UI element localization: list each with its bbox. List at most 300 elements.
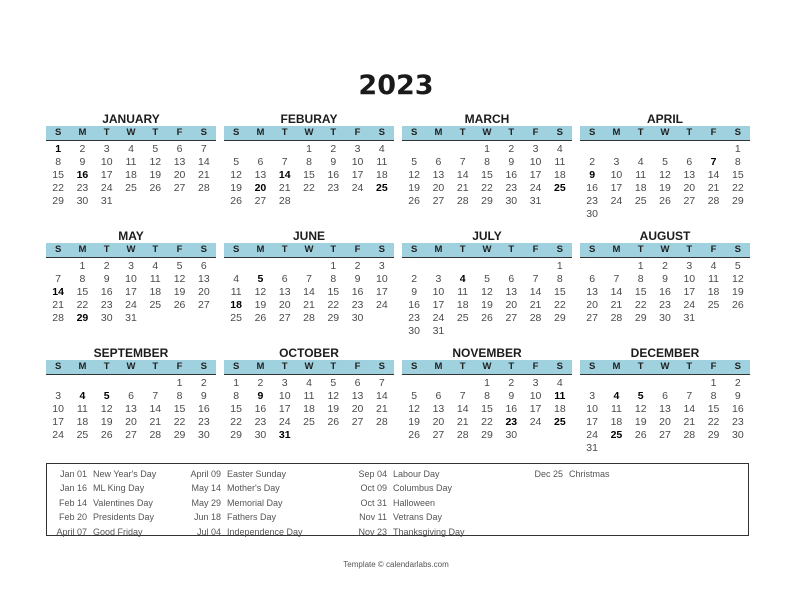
day-cell: 16 — [659, 286, 671, 298]
day-cell: 3 — [532, 377, 539, 389]
empty-cell — [604, 377, 628, 390]
day-cell: 12 — [173, 273, 186, 285]
weekday-label: T — [637, 244, 644, 255]
day-cell: 25 — [149, 299, 162, 311]
day-cell: 22 — [481, 182, 493, 194]
holiday-item — [47, 467, 156, 481]
empty-cell — [604, 260, 628, 273]
day-cell: 18 — [125, 169, 137, 181]
empty-cell — [119, 377, 143, 390]
day-cell: 12 — [408, 403, 420, 415]
holiday-name: Independence Day — [227, 526, 303, 537]
day-cell: 9 — [508, 156, 515, 168]
weekday-label: T — [686, 127, 693, 138]
day-cell: 28 — [456, 429, 469, 441]
day-cell: 25 — [610, 429, 623, 441]
day-cell: 5 — [103, 390, 110, 402]
day-cell: 18 — [456, 299, 469, 311]
holiday-item — [47, 510, 156, 524]
day-cell: 6 — [354, 377, 361, 389]
weekday-label: S — [200, 127, 208, 138]
day-cell: 2 — [79, 143, 86, 155]
day-cell: 14 — [278, 169, 291, 181]
day-cell: 15 — [230, 403, 242, 415]
day-cell: 14 — [52, 286, 64, 298]
day-cell: 27 — [198, 299, 210, 311]
weekday-header — [580, 360, 750, 375]
day-cell: 8 — [306, 156, 312, 168]
day-grid — [402, 377, 572, 442]
day-cell: 24 — [100, 182, 113, 194]
day-cell: 27 — [683, 195, 696, 207]
day-cell: 29 — [76, 312, 89, 324]
day-cell: 7 — [55, 273, 62, 285]
holiday-list — [46, 463, 749, 536]
day-cell: 1 — [484, 143, 490, 155]
day-cell: 13 — [351, 390, 364, 402]
holiday-date: Feb 20 — [58, 512, 87, 523]
day-cell: 14 — [456, 169, 469, 181]
holiday-name: Easter Sunday — [227, 469, 287, 479]
holiday-name: Memorial Day — [227, 497, 283, 508]
empty-cell — [426, 143, 450, 156]
day-cell: 1 — [306, 143, 312, 155]
day-cell: 9 — [257, 390, 264, 402]
day-cell: 17 — [376, 286, 388, 298]
day-cell: 16 — [100, 286, 113, 298]
day-cell: 5 — [484, 273, 490, 285]
day-cell: 26 — [254, 312, 267, 324]
weekday-header — [224, 360, 394, 375]
holiday-date: April 09 — [190, 469, 221, 479]
day-cell: 18 — [376, 169, 388, 181]
day-cell: 31 — [125, 312, 137, 324]
empty-cell — [46, 260, 70, 273]
month-may — [46, 230, 216, 325]
holiday-date: Dec 25 — [534, 469, 563, 479]
weekday-label: W — [304, 361, 314, 372]
empty-cell — [402, 143, 426, 156]
day-cell: 22 — [327, 299, 340, 311]
weekday-label: T — [508, 361, 515, 372]
month-name: JULY — [472, 229, 502, 243]
empty-cell — [224, 143, 248, 156]
empty-cell — [523, 260, 547, 273]
day-cell: 16 — [198, 403, 210, 415]
day-cell: 30 — [586, 208, 598, 220]
day-cell: 20 — [278, 299, 291, 311]
month-name: AUGUST — [639, 229, 691, 243]
day-grid — [224, 260, 394, 325]
day-cell: 26 — [408, 429, 420, 441]
weekday-label: W — [660, 127, 670, 138]
holiday-column — [523, 467, 610, 481]
weekday-label: F — [710, 127, 717, 138]
day-cell: 24 — [52, 429, 64, 441]
day-cell: 13 — [505, 286, 518, 298]
holiday-date: Sep 04 — [358, 469, 387, 479]
empty-cell — [402, 260, 426, 273]
day-cell: 21 — [198, 169, 210, 181]
day-cell: 29 — [52, 195, 64, 207]
day-cell: 4 — [556, 143, 563, 155]
month-december — [580, 347, 750, 455]
month-name: SEPTEMBER — [93, 346, 169, 360]
month-name: FEBURAY — [280, 112, 338, 126]
holiday-item — [181, 525, 303, 539]
weekday-label: T — [330, 127, 337, 138]
day-cell: 2 — [411, 273, 418, 285]
weekday-label: F — [532, 244, 539, 255]
weekday-label: F — [176, 244, 183, 255]
day-cell: 15 — [303, 169, 315, 181]
empty-cell — [475, 260, 499, 273]
day-cell: 29 — [634, 312, 647, 324]
empty-cell — [273, 260, 297, 273]
empty-cell — [451, 260, 475, 273]
day-cell: 18 — [554, 403, 566, 415]
month-november — [402, 347, 572, 442]
day-cell: 4 — [710, 260, 717, 272]
day-cell: 12 — [254, 286, 267, 298]
day-cell: 3 — [378, 260, 385, 272]
holiday-name: Valentines Day — [93, 497, 153, 508]
day-cell: 15 — [481, 169, 493, 181]
day-cell: 4 — [152, 260, 159, 272]
day-cell: 18 — [303, 403, 315, 415]
day-cell: 10 — [586, 403, 598, 415]
day-cell: 7 — [281, 156, 288, 168]
day-cell: 13 — [254, 169, 267, 181]
day-cell: 29 — [230, 429, 242, 441]
day-cell: 5 — [233, 156, 240, 168]
day-cell: 22 — [634, 299, 647, 311]
weekday-label: W — [482, 127, 492, 138]
day-cell: 24 — [125, 299, 137, 311]
day-cell: 21 — [303, 299, 315, 311]
day-cell: 8 — [330, 273, 337, 285]
day-cell: 5 — [330, 377, 337, 389]
weekday-label: T — [508, 127, 515, 138]
day-cell: 26 — [149, 182, 162, 194]
day-cell: 23 — [505, 182, 518, 194]
day-cell: 16 — [327, 169, 340, 181]
day-cell: 28 — [707, 195, 720, 207]
empty-cell — [402, 377, 426, 390]
day-cell: 15 — [76, 286, 89, 298]
holiday-name: Good Friday — [93, 526, 143, 537]
day-cell: 29 — [327, 312, 340, 324]
day-cell: 17 — [52, 416, 64, 428]
day-cell: 28 — [683, 429, 696, 441]
day-cell: 30 — [659, 312, 671, 324]
empty-cell — [70, 377, 94, 390]
day-cell: 19 — [149, 169, 162, 181]
day-cell: 27 — [173, 182, 186, 194]
day-cell: 2 — [508, 377, 515, 389]
day-cell: 17 — [100, 169, 113, 181]
day-cell: 31 — [432, 325, 445, 337]
day-cell: 13 — [198, 273, 210, 285]
holiday-date: Nov 11 — [359, 512, 387, 523]
day-cell: 30 — [505, 195, 518, 207]
day-cell: 13 — [432, 403, 445, 415]
day-cell: 15 — [481, 403, 493, 415]
day-cell: 21 — [683, 416, 696, 428]
weekday-label: T — [152, 244, 159, 255]
day-cell: 12 — [634, 403, 647, 415]
weekday-label: F — [354, 127, 361, 138]
day-grid — [46, 143, 216, 208]
day-cell: 8 — [734, 156, 741, 168]
day-cell: 4 — [459, 273, 466, 285]
day-cell: 4 — [233, 273, 240, 285]
weekday-label: S — [410, 361, 418, 372]
day-cell: 17 — [351, 169, 364, 181]
empty-cell — [426, 260, 450, 273]
weekday-label: T — [103, 127, 110, 138]
holiday-item — [181, 510, 303, 524]
day-cell: 10 — [125, 273, 137, 285]
day-cell: 21 — [278, 182, 291, 194]
holiday-name: Columbus Day — [393, 483, 453, 494]
day-cell: 21 — [52, 299, 64, 311]
day-cell: 31 — [278, 429, 291, 441]
day-cell: 11 — [303, 390, 315, 402]
day-cell: 8 — [55, 156, 62, 168]
day-cell: 19 — [634, 416, 647, 428]
day-cell: 14 — [376, 390, 388, 402]
weekday-header — [46, 360, 216, 375]
weekday-header — [402, 243, 572, 258]
holiday-date: Nov 23 — [358, 526, 387, 537]
holiday-name: Fathers Day — [227, 512, 277, 523]
holiday-column — [47, 467, 156, 539]
day-cell: 8 — [710, 390, 717, 402]
day-cell: 4 — [306, 377, 312, 389]
day-cell: 14 — [149, 403, 162, 415]
day-cell: 13 — [173, 156, 186, 168]
month-september — [46, 347, 216, 442]
weekday-label: S — [378, 361, 386, 372]
day-cell: 25 — [456, 312, 469, 324]
day-cell: 23 — [76, 182, 89, 194]
day-cell: 10 — [610, 169, 623, 181]
day-cell: 15 — [52, 169, 64, 181]
day-cell: 9 — [200, 390, 207, 402]
holiday-item — [347, 510, 465, 524]
day-cell: 17 — [586, 416, 598, 428]
holiday-item — [347, 467, 465, 481]
template-credit: Template © calendarlabs.com — [343, 560, 449, 569]
day-cell: 26 — [481, 312, 493, 324]
holiday-date: Jun 18 — [193, 512, 221, 523]
holiday-item — [181, 496, 303, 510]
weekday-label: S — [232, 361, 240, 372]
day-cell: 23 — [198, 416, 210, 428]
day-cell: 28 — [149, 429, 162, 441]
day-cell: 27 — [659, 429, 671, 441]
weekday-label: S — [588, 244, 596, 255]
day-cell: 6 — [589, 273, 596, 285]
day-cell: 6 — [128, 390, 134, 402]
day-cell: 9 — [662, 273, 668, 285]
day-cell: 22 — [481, 416, 493, 428]
month-name: NOVEMBER — [452, 346, 522, 360]
weekday-label: T — [459, 244, 466, 255]
day-cell: 3 — [281, 377, 288, 389]
day-cell: 25 — [554, 182, 566, 194]
day-cell: 7 — [532, 273, 539, 285]
weekday-label: S — [556, 361, 564, 372]
weekday-label: S — [378, 127, 386, 138]
day-cell: 7 — [378, 377, 385, 389]
day-cell: 6 — [200, 260, 207, 272]
empty-cell — [451, 143, 475, 156]
day-grid — [46, 260, 216, 325]
day-cell: 18 — [610, 416, 623, 428]
day-cell: 17 — [529, 169, 542, 181]
day-cell: 12 — [408, 169, 420, 181]
day-cell: 4 — [79, 390, 86, 402]
weekday-header — [402, 126, 572, 141]
weekday-label: W — [482, 244, 492, 255]
day-cell: 6 — [435, 156, 442, 168]
day-cell: 24 — [351, 182, 364, 194]
day-cell: 24 — [529, 182, 542, 194]
day-cell: 2 — [103, 260, 110, 272]
day-cell: 27 — [254, 195, 267, 207]
day-cell: 29 — [554, 312, 566, 324]
day-cell: 12 — [100, 403, 113, 415]
day-cell: 3 — [55, 390, 62, 402]
weekday-label: M — [78, 361, 87, 372]
day-cell: 21 — [456, 182, 469, 194]
day-cell: 18 — [554, 169, 566, 181]
weekday-label: S — [410, 127, 418, 138]
day-cell: 10 — [52, 403, 64, 415]
day-cell: 14 — [610, 286, 623, 298]
day-cell: 7 — [306, 273, 312, 285]
holiday-item — [347, 481, 465, 495]
day-cell: 19 — [408, 182, 420, 194]
empty-cell — [451, 377, 475, 390]
day-cell: 3 — [532, 143, 539, 155]
day-grid — [580, 260, 750, 325]
weekday-label: S — [200, 361, 208, 372]
day-cell: 13 — [683, 169, 696, 181]
day-cell: 2 — [734, 377, 741, 389]
day-cell: 16 — [254, 403, 267, 415]
day-cell: 22 — [732, 182, 744, 194]
day-cell: 4 — [128, 143, 134, 155]
day-cell: 16 — [408, 299, 420, 311]
weekday-label: M — [78, 244, 87, 255]
month-feburay — [224, 113, 394, 208]
weekday-header — [580, 243, 750, 258]
day-cell: 2 — [354, 260, 361, 272]
day-cell: 10 — [278, 390, 291, 402]
day-cell: 4 — [378, 143, 385, 155]
day-cell: 28 — [198, 182, 210, 194]
day-cell: 26 — [659, 195, 671, 207]
day-cell: 3 — [435, 273, 442, 285]
day-cell: 5 — [411, 156, 418, 168]
weekday-label: T — [330, 244, 337, 255]
holiday-date: Feb 14 — [58, 497, 87, 508]
day-cell: 25 — [376, 182, 388, 194]
day-cell: 27 — [351, 416, 364, 428]
day-cell: 11 — [635, 169, 647, 181]
day-cell: 17 — [125, 286, 137, 298]
day-cell: 8 — [484, 390, 490, 402]
day-cell: 9 — [103, 273, 110, 285]
day-cell: 28 — [278, 195, 291, 207]
day-cell: 28 — [52, 312, 64, 324]
day-cell: 23 — [327, 182, 340, 194]
empty-cell — [297, 260, 321, 273]
day-cell: 1 — [55, 143, 62, 155]
weekday-label: T — [459, 361, 466, 372]
day-cell: 30 — [198, 429, 210, 441]
day-cell: 26 — [230, 195, 242, 207]
day-cell: 23 — [100, 299, 113, 311]
holiday-item — [523, 467, 610, 481]
empty-cell — [701, 143, 725, 156]
weekday-label: T — [686, 244, 693, 255]
day-cell: 20 — [586, 299, 598, 311]
day-cell: 9 — [589, 169, 596, 181]
day-grid — [46, 377, 216, 442]
day-cell: 12 — [481, 286, 493, 298]
day-cell: 11 — [230, 286, 242, 298]
weekday-label: M — [256, 361, 265, 372]
day-cell: 7 — [459, 390, 466, 402]
day-cell: 4 — [556, 377, 563, 389]
holiday-date: Oct 31 — [360, 497, 387, 508]
day-cell: 20 — [351, 403, 364, 415]
day-cell: 1 — [556, 260, 563, 272]
day-cell: 23 — [254, 416, 267, 428]
day-cell: 17 — [432, 299, 445, 311]
day-cell: 9 — [734, 390, 741, 402]
day-cell: 9 — [330, 156, 337, 168]
day-cell: 16 — [505, 403, 518, 415]
empty-cell — [629, 377, 653, 390]
weekday-label: T — [281, 244, 288, 255]
empty-cell — [580, 260, 604, 273]
day-cell: 20 — [254, 182, 267, 194]
day-cell: 24 — [610, 195, 623, 207]
day-cell: 10 — [100, 156, 113, 168]
day-cell: 23 — [732, 416, 744, 428]
weekday-label: S — [588, 361, 596, 372]
day-cell: 22 — [707, 416, 720, 428]
month-name: JANUARY — [102, 112, 160, 126]
day-cell: 13 — [659, 403, 671, 415]
weekday-label: W — [126, 244, 136, 255]
year-title: 2023 — [358, 70, 434, 101]
day-cell: 10 — [683, 273, 696, 285]
empty-cell — [426, 377, 450, 390]
weekday-label: T — [686, 361, 693, 372]
empty-cell — [629, 143, 653, 156]
day-cell: 14 — [683, 403, 696, 415]
day-cell: 31 — [100, 195, 113, 207]
day-cell: 24 — [432, 312, 445, 324]
day-cell: 30 — [408, 325, 420, 337]
weekday-label: S — [734, 244, 742, 255]
